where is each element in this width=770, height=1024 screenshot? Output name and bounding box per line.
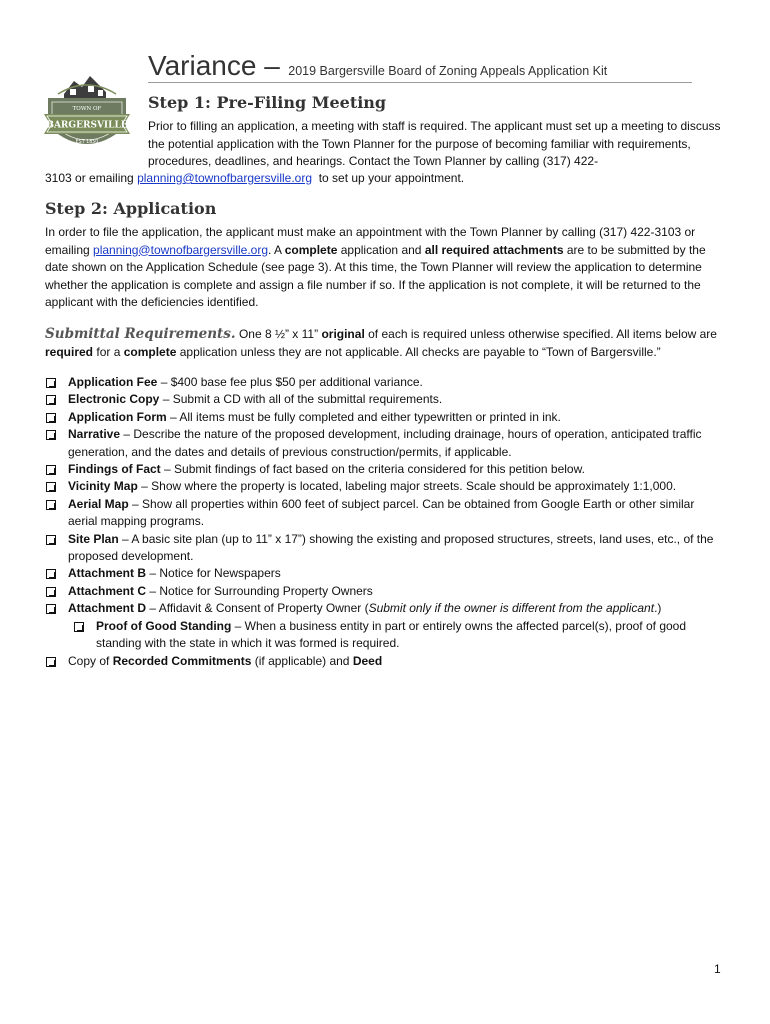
title-main: Variance – — [148, 50, 280, 81]
submittal-bold: original — [321, 327, 365, 341]
checkbox-icon[interactable] — [46, 500, 56, 510]
submittal-bold: required — [45, 344, 94, 359]
checkbox-icon[interactable] — [46, 482, 56, 492]
item-bold: Recorded Commitments — [112, 653, 252, 668]
step2-bold: complete — [284, 242, 338, 257]
item-text: – A basic site plan (up to 11” x 17”) showing the existing and proposed structures, streets, land uses, etc., of the proposed development. — [68, 531, 714, 564]
step2-text: . A — [268, 242, 282, 257]
item-label: Aerial Map — [68, 496, 129, 511]
town-logo — [44, 64, 130, 156]
checklist-item — [45, 565, 725, 582]
step1-heading: Step 1: Pre-Filing Meeting — [148, 93, 387, 112]
item-text: – Show all properties within 600 feet of subject parcel. Can be obtained from Google Earth or other similar aerial mapping programs. — [68, 496, 695, 529]
item-label: Proof of Good Standing — [96, 618, 232, 633]
checklist-item — [45, 391, 725, 408]
checkbox-icon[interactable] — [46, 413, 56, 423]
checkbox-icon[interactable] — [74, 622, 84, 632]
checkbox-icon[interactable] — [46, 587, 56, 597]
submittal-bold: complete — [123, 344, 177, 359]
checkbox-icon[interactable] — [46, 657, 56, 667]
item-text-end: .) — [654, 601, 662, 616]
submittal-heading: Submittal Requirements. — [45, 326, 236, 342]
step2-text: In order to file the application, the applicant must make an appointment with the Town Planner by calling (317) 422-3103 or emailing — [45, 225, 696, 257]
submittal-text: application unless they are not applicable. All checks are payable to “Town of Bargersville.” — [179, 344, 661, 359]
item-text: – Notice for Surrounding Property Owners — [149, 583, 373, 598]
item-label: Attachment D — [68, 601, 147, 616]
item-text: Copy of — [68, 653, 110, 668]
submittal-paragraph — [45, 326, 725, 361]
item-label: Application Fee — [68, 375, 158, 389]
submittal-text: of each is required unless otherwise specified. All items below are — [368, 327, 717, 341]
item-text: – Affidavit & Consent of Property Owner ( — [149, 601, 369, 616]
checklist-item — [45, 653, 725, 670]
item-text: – Notice for Newspapers — [149, 566, 281, 581]
step1-paragraph-end — [45, 170, 725, 188]
item-label: Electronic Copy — [68, 392, 160, 407]
submittal-text: for a — [96, 344, 121, 359]
item-label: Findings of Fact — [68, 462, 161, 477]
item-label: Application Form — [68, 409, 167, 424]
item-label: Attachment C — [68, 583, 147, 598]
item-text: – Describe the nature of the proposed development, including drainage, hours of operation, anticipated traffic generation, and the dates and details of previous construction/permits, if applicable. — [68, 427, 702, 459]
checklist-item — [45, 461, 725, 478]
item-text: (if applicable) and — [254, 653, 350, 668]
step1-text: 3103 or emailing — [45, 171, 134, 185]
checklist-item — [45, 374, 725, 391]
checkbox-icon[interactable] — [46, 430, 56, 440]
item-text: – When a business entity in part or entirely owns the affected parcel(s), proof of good standing with the state in which it was formed is required. — [96, 618, 687, 651]
step2-email-link[interactable]: planning@townofbargersville.org — [93, 242, 268, 257]
step2-text: are to be submitted by the date shown on the Application Schedule (see page 3). At this time, the Town Planner will review the application to determine whether the application is complete and assign a file number if so. If the application is not complete, it will be returned to the applicant with the deficiencies identified. — [45, 242, 706, 309]
checklist-item — [45, 600, 725, 617]
checklist-item — [45, 496, 725, 531]
page-title — [148, 50, 692, 84]
requirements-checklist — [45, 374, 725, 670]
step2-paragraph — [45, 224, 725, 312]
item-text: – Submit findings of fact based on the criteria considered for this petition below. — [164, 462, 585, 477]
logo-top-text: TOWN OF — [72, 106, 102, 112]
checklist-item — [45, 583, 725, 600]
item-label: Narrative — [68, 427, 121, 442]
item-text: – $400 base fee plus $50 per additional variance. — [160, 375, 423, 389]
item-label: Vicinity Map — [68, 479, 138, 494]
title-subtitle: 2019 Bargersville Board of Zoning Appeals Application Kit — [288, 64, 608, 78]
checklist-subitem — [73, 618, 725, 653]
step1-email-link[interactable]: planning@townofbargersville.org — [137, 171, 313, 185]
checklist-item — [45, 478, 725, 495]
item-text: – Show where the property is located, labeling major streets. Scale should be approximately 1:1,000. — [141, 479, 677, 494]
item-text: – All items must be fully completed and either typewritten or printed in ink. — [170, 409, 561, 424]
checkbox-icon[interactable] — [46, 378, 56, 388]
item-bold: Deed — [352, 653, 383, 668]
step1-text-end: to set up your appointment. — [318, 171, 465, 185]
logo-name-text: BARGERSVILLE — [46, 120, 128, 131]
step2-heading: Step 2: Application — [45, 199, 217, 218]
page-number: 1 — [714, 962, 721, 976]
logo-est-text: EST 1850 — [75, 140, 99, 145]
step2-bold: all required attachments — [424, 242, 564, 257]
checkbox-icon[interactable] — [46, 535, 56, 545]
submittal-text: One 8 ½” x 11” — [238, 327, 319, 341]
checklist-item — [45, 426, 725, 461]
item-italic: Submit only if the owner is different from the applicant — [368, 601, 655, 616]
item-text: – Submit a CD with all of the submittal requirements. — [162, 392, 443, 407]
title-divider — [148, 82, 692, 83]
step2-text: application and — [340, 242, 422, 257]
item-label: Attachment B — [68, 566, 147, 581]
item-label: Site Plan — [68, 531, 119, 546]
checklist-item — [45, 409, 725, 426]
checklist-item — [45, 531, 725, 566]
step1-paragraph: Prior to filling an application, a meeting with staff is required. The applicant must set up a meeting to discuss the potential application with the Town Planner for the purpose of becoming familiar with requirements, procedures, deadlines, and hearings. Contact the Town Planner by calling (317) 422- — [148, 119, 721, 168]
checkbox-icon[interactable] — [46, 604, 56, 614]
checkbox-icon[interactable] — [46, 395, 56, 405]
checkbox-icon[interactable] — [46, 569, 56, 579]
checkbox-icon[interactable] — [46, 465, 56, 475]
